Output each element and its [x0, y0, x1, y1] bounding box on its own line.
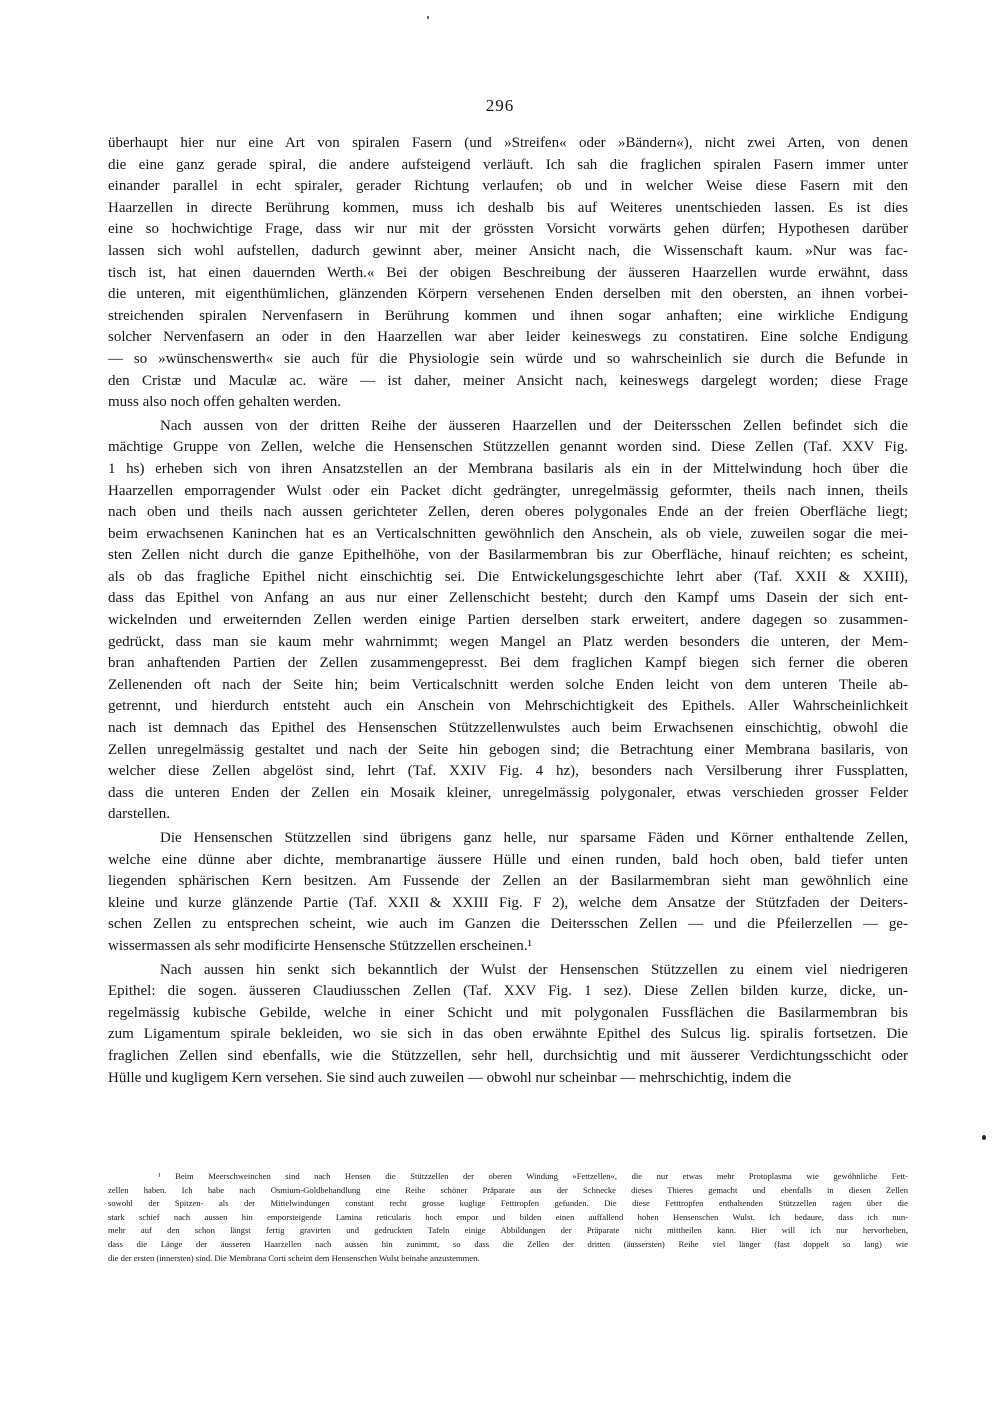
text-line: kleine und kurze glänzende Partie (Taf. XXII & XXIII Fig. F 2), welche dem Ansatze der Stützfaden der Deiters- — [108, 894, 908, 911]
text-line: wissermassen als sehr modificirte Hensensche Stützzellen erscheinen.¹ — [108, 937, 532, 954]
margin-dot — [982, 1135, 986, 1140]
text-line: als ob das fragliche Epithel nicht einschichtig sei. Die Entwickelungsgeschichte lehrt aber (Taf. XXII & XXIII), — [108, 568, 908, 585]
text-line: schen Zellen zu entsprechen scheint, wie auch im Ganzen die Deitersschen Zellen — und die Pfeilerzellen — ge- — [108, 916, 908, 933]
text-line: — so »wünschenswerth« sie auch für die Physiologie sein würde und so wahrscheinlich sie durch die Befunde in — [108, 350, 908, 367]
text-line: liegenden sphärischen Kern besitzen. Am Fussende der Zellen an der Basilarmembran sieht man gewöhnlich eine — [108, 873, 908, 890]
text-line: Die Hensenschen Stützzellen sind übrigens ganz helle, nur sparsame Fäden und Körner enthaltende Zellen, — [160, 830, 908, 846]
paragraph — [108, 960, 908, 1090]
footnote-line: stark schief nach aussen hin emporsteigende Lamina reticularis hoch empor und bilden einen auffallend hohen Hensenschen Wulst. Ich bedaure, dass ich nun- — [108, 1211, 908, 1222]
text-line: Hülle und kugligem Kern versehen. Sie sind auch zuweilen — obwohl nur scheinbar — mehrschichtig, indem die — [108, 1069, 792, 1086]
main-text — [108, 133, 908, 1091]
text-line: überhaupt hier nur eine Art von spiralen Fasern (und »Streifen« oder »Bändern«), nicht zwei Arten, von denen — [108, 135, 908, 151]
text-line: darstellen. — [108, 806, 171, 823]
text-line: bran anhaftenden Partien der Zellen zusammengepresst. Bei dem fraglichen Kampf biegen sich ferner die oberen — [108, 655, 908, 672]
text-line: welcher diese Zellen abgelöst sind, lehrt (Taf. XXIV Fig. 4 hz), besonders nach Versilberung ihrer Fussplatten, — [108, 763, 908, 780]
text-line: Zellen unregelmässig gestaltet und nach der Seite hin gebogen sind; die Betrachtung einer Membrana basilaris, von — [108, 741, 908, 758]
text-line: den Cristæ und Maculæ ac. wäre — ist daher, meiner Ansicht nach, keineswegs dargelegt worden; diese Frage — [108, 372, 908, 389]
text-line: mächtige Gruppe von Zellen, welche die Hensenschen Stützzellen genannt worden sind. Diese Zellen (Taf. XXV Fig. — [108, 439, 908, 456]
text-line: Nach aussen von der dritten Reihe der äusseren Haarzellen und der Deitersschen Zellen befindet sich die — [160, 417, 908, 434]
text-line: Haarzellen in directe Berührung kommen, muss ich deshalb bis auf Weiteres unentschieden lassen. Es ist dies — [108, 199, 908, 216]
text-line: die eine ganz gerade spiral, die andere aufsteigend verläuft. Ich sah die fraglichen spiralen Fasern immer unter — [108, 156, 908, 173]
text-line: regelmässig kubische Gebilde, welche in einer Schicht und mit polygonalen Fussflächen die Basilarmembran bis — [108, 1004, 908, 1021]
text-line: beim erwachsenen Kaninchen hat es an Verticalschnitten gewöhnlich den Anschein, als ob viele, zuweilen sogar die mei- — [108, 525, 908, 542]
paragraph — [108, 133, 908, 414]
text-line: fraglichen Zellen sind ebenfalls, wie die Stützzellen, sehr hell, durchsichtig und mit äusserer Verdichtungsschicht oder — [108, 1047, 908, 1064]
scan-speck — [427, 16, 429, 19]
footnote — [108, 1170, 908, 1265]
paragraph — [108, 828, 908, 958]
text-line: eine so hochwichtige Frage, dass wir nur mit der grössten Vorsicht vorwärts gehen dürfen; Hypothesen darüber — [108, 221, 908, 238]
text-line: Epithel: die sogen. äusseren Claudiusschen Zellen (Taf. XXV Fig. 1 sez). Diese Zellen bilden kurze, dicke, un- — [108, 983, 908, 1000]
page-number: 296 — [485, 96, 515, 115]
text-line: solcher Nervenfasern an oder in den Haarzellen war aber leider keineswegs zu constatiren. Eine solche Endigung — [108, 329, 908, 346]
paragraph — [108, 416, 908, 826]
text-line: Haarzellen emporragender Wulst oder ein Packet dicht gedrängter, unregelmässig geformter, theils nach innen, theils — [108, 482, 908, 499]
text-line: dass das Epithel von Anfang an aus nur einer Zellenschicht besteht; durch den Kampf ums Dasein der sich ent- — [108, 590, 908, 607]
text-line: einander parallel in echt spiraler, gerader Richtung verlaufen; ob und in welcher Weise diese Fasern mit den — [108, 178, 908, 195]
text-line: die unteren, mit eigenthümlichen, glänzenden Körpern versehenen Enden derselben mit den obersten, an ihnen vorbei- — [108, 286, 908, 303]
text-line: dass die unteren Enden der Zellen ein Mosaik kleiner, unregelmässig polygonaler, etwas verschieden grosser Felder — [108, 784, 908, 801]
footnote-line: mehr auf den schon längst fertig gravirten und gedruckten Tafeln einige Abbildungen der Präparate nicht mittheilen kann. Hier will ich nur hervorheben, — [108, 1225, 908, 1236]
footnote-line: zellen haben. Ich habe nach Osmium-Goldbehandlung eine Reihe schöner Präparate aus der Schnecke dieses Thieres gemacht und ebenfalls in diesen Zellen — [108, 1184, 908, 1195]
text-line: lassen sich wohl aufstellen, dadurch gewinnt aber, meiner Ansicht nach, die Wissenschaft kaum. »Nur was fac- — [108, 242, 908, 259]
footnote-line: sowohl der Spitzen- als der Mittelwindungen constant recht grosse kuglige Fetttropfen gefunden. Die diese Fetttropfen enthaltenden Stützzellen ragen über die — [108, 1198, 908, 1209]
text-line: tisch ist, hat einen dauernden Werth.« Bei der obigen Beschreibung der äusseren Haarzellen wurde erwähnt, dass — [108, 264, 908, 281]
footnote-line: die der ersten (innersten) sind. Die Membrana Corti scheint dem Hensenschen Wulst beinahe anzustemmen. — [108, 1252, 480, 1263]
text-line: Zellenenden oft nach der Seite hin; beim Verticalschnitt werden solche Enden leicht von dem unteren Theile ab- — [108, 676, 908, 693]
text-line: nach ist demnach das Epithel des Hensenschen Stützzellenwulstes auch beim Erwachsenen einschichtig, obwohl die — [108, 720, 908, 737]
footnote-line: ¹ Beim Meerschweinchen sind nach Hensen die Stützzellen der oberen Windung »Fettzellen«, die nur etwas mehr Protoplasma wie gewöhnliche Fett- — [158, 1171, 908, 1181]
text-line: wickelnden und erweiternden Zellen werden einige Partien derselben stark erweitert, andere dagegen so zusammen- — [108, 612, 908, 629]
text-line: sten Zellen nicht durch die ganze Epithelhöhe, von der Basilarmembran bis zur Oberfläche, hinauf reichten; es scheint, — [108, 547, 908, 564]
text-line: Nach aussen hin senkt sich bekanntlich der Wulst der Hensenschen Stützzellen zu einem viel niedrigeren — [160, 961, 908, 978]
text-line: 1 hs) erheben sich von ihren Ansatzstellen an der Membrana basilaris als ein in der Mittelwindung hoch über die — [108, 460, 908, 477]
text-line: getrennt, und hierdurch entsteht auch ein Anschein von Mehrschichtigkeit des Epithels. Aller Wahrscheinlichkeit — [108, 698, 908, 715]
text-line: gedrückt, dass man sie kaum mehr wahrnimmt; wegen Mangel an Platz werden besonders die unteren, der Mem- — [108, 633, 908, 650]
text-line: streichenden spiralen Nervenfasern in Berührung kommen und ihnen sogar anhaften; eine wirkliche Endigung — [108, 307, 908, 324]
footnote-line: dass die Länge der äusseren Haarzellen nach aussen hin zunimmt, so dass die Zellen der dritten (äussersten) Reihe viel länger (fast doppelt so lang) wie — [108, 1238, 908, 1249]
text-line: zum Ligamentum spirale bekleiden, wo sie sich in das oben erwähnte Epithel des Sulcus lig. spiralis fortsetzen. Die — [108, 1026, 908, 1043]
text-line: nach oben und theils nach aussen gerichteter Zellen, deren oberes polygonales Ende an der freien Oberfläche liegt; — [108, 504, 908, 521]
text-line: muss also noch offen gehalten werden. — [108, 394, 341, 411]
text-line: welche eine dünne aber dichte, membranartige äussere Hülle und einen runden, bald hoch oben, bald tiefer unten — [108, 851, 908, 868]
